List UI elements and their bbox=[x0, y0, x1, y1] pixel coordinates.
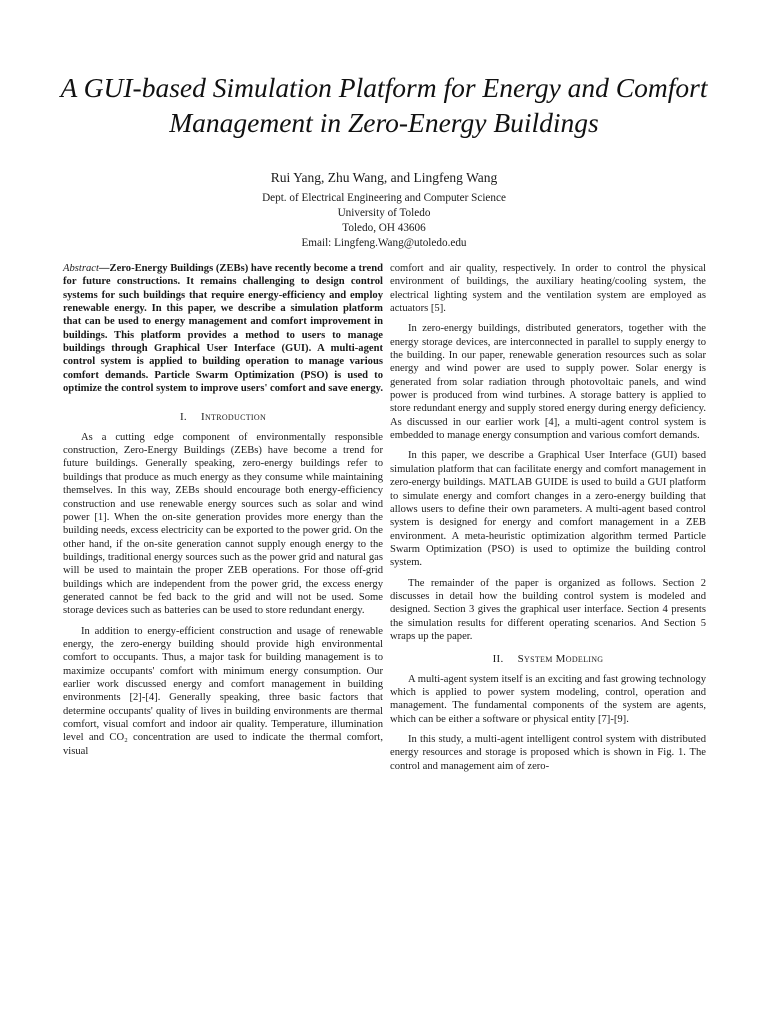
affiliation-dept: Dept. of Electrical Engineering and Computer Science bbox=[262, 192, 506, 204]
modeling-paragraph-1: A multi-agent system itself is an exciting and fast growing technology which is applied to power system modeling, control, operation and management. The fundamental components of the system are agents, which can be either a software or physical entity [7]-[9]. bbox=[390, 673, 706, 725]
section-number: II. bbox=[492, 653, 504, 666]
paper-title: A GUI-based Simulation Platform for Energy and Comfort Management in Zero-Energy Buildings bbox=[60, 72, 708, 138]
affiliation-block bbox=[60, 191, 708, 251]
abstract bbox=[63, 262, 383, 395]
paper-authors: Rui Yang, Zhu Wang, and Lingfeng Wang bbox=[270, 170, 498, 185]
abstract-text: —Zero-Energy Buildings (ZEBs) have recently become a trend for future constructions. It remains challenging to design control systems for such buildings that require energy-efficiency and employ renewable energy. In this paper, we describe a simulation platform that can be used to energy management and comfort improvement in buildings. This platform provides a method to users to manage buildings through Graphical User Interface (GUI). A multi-agent control system is applied to building operation to manage various comfort demands. Particle Swarm Optimization (PSO) is used to optimize the control system to improve users' comfort and save energy. bbox=[63, 263, 384, 395]
section-heading-system-modeling bbox=[390, 653, 706, 666]
section-title: Introduction bbox=[200, 411, 267, 424]
affiliation-city: Toledo, OH 43606 bbox=[342, 222, 426, 234]
intro-paragraph-2: In addition to energy-efficient construction and usage of renewable energy, the zero-energy building should provide high environmental comfort to occupants. Thus, a major task for building management is to maximize occupants' comfort with minimum energy consumption. Our earlier work discussed energy and comfort management in building environments [2]-[4]. Generally speaking, three basic factors that determine occupants' quality of lives in building environments are thermal comfort, visual comfort and indoor air quality. Temperature, illumination level and CO₂ concentration are used to indicate the thermal comfort, visual bbox=[63, 625, 383, 757]
section-title: System Modeling bbox=[517, 653, 604, 666]
section-number: I. bbox=[179, 411, 187, 424]
right-column bbox=[390, 262, 706, 780]
intro-paragraph-2-continued: comfort and air quality, respectively. In order to control the physical environment of buildings, the auxiliary heating/cooling system, the electrical lighting system and the ventilation system are employed as actuators [5]. bbox=[390, 263, 706, 315]
intro-paragraph-3: In zero-energy buildings, distributed generators, together with the energy storage devices, are interconnected in parallel to supply energy to the building. In our paper, renewable generation resources such as solar energy and wind power are used to supply power. Solar energy is generated from solar radiation through photovoltaic panels, and wind power is produced from wind turbines. A storage battery is applied to store redundant energy and supply stored energy during energy deficiency. As discussed in our earlier work [4], a multi-agent control system is embedded to manage energy consumption and various comfort demands. bbox=[390, 323, 706, 442]
left-column bbox=[63, 262, 383, 765]
abstract-label: Abstract bbox=[63, 263, 99, 274]
affiliation-email: Email: Lingfeng.Wang@utoledo.edu bbox=[301, 237, 467, 249]
modeling-paragraph-2: In this study, a multi-agent intelligent control system with distributed energy resources and storage is proposed which is shown in Fig. 1. The control and management aim of zero- bbox=[390, 734, 706, 772]
intro-paragraph-5: The remainder of the paper is organized as follows. Section 2 discusses in detail how the building control system is modeled and designed. Section 3 gives the graphical user interface. Section 4 presents the simulation results for different operating scenarios. And Section 5 wraps up the paper. bbox=[390, 577, 706, 642]
affiliation-university: University of Toledo bbox=[337, 207, 431, 219]
intro-paragraph-4: In this paper, we describe a Graphical User Interface (GUI) based simulation platform that can facilitate energy and comfort management in zero-energy buildings. MATLAB GUIDE is used to build a GUI platform to simulate energy and comfort changes in a zero-energy building that allows users to define their own parameters. A multi-agent based control system is designed for energy and comfort management in a ZEB environment. A meta-heuristic optimization algorithm termed Particle Swarm Optimization (PSO) is used to optimize the building control system. bbox=[390, 450, 706, 569]
intro-paragraph-1: As a cutting edge component of environmentally responsible construction, Zero-Energy Buildings (ZEBs) have become a trend for future buildings. Generally speaking, zero-energy buildings refer to buildings that produce as much energy as they consume while maintaining themselves. In this way, ZEBs should encourage both energy-efficiency construction and use renewable energy sources such as solar and wind power [1]. When the on-site generation provides more energy than the building needs, excess electricity can be exported to the power grid. On the other hand, if the on-site generation cannot supply enough energy to the buildings, traditional energy sources such as the power grid and natural gas will be used to maintain the proper ZEB operations. For those off-grid buildings which are independent from the power grid, the excess energy generated cannot be fed back to the grid and will not be used. Some storage devices such as batteries can be used to store redundant energy. bbox=[63, 431, 383, 617]
section-heading-introduction bbox=[63, 411, 383, 424]
